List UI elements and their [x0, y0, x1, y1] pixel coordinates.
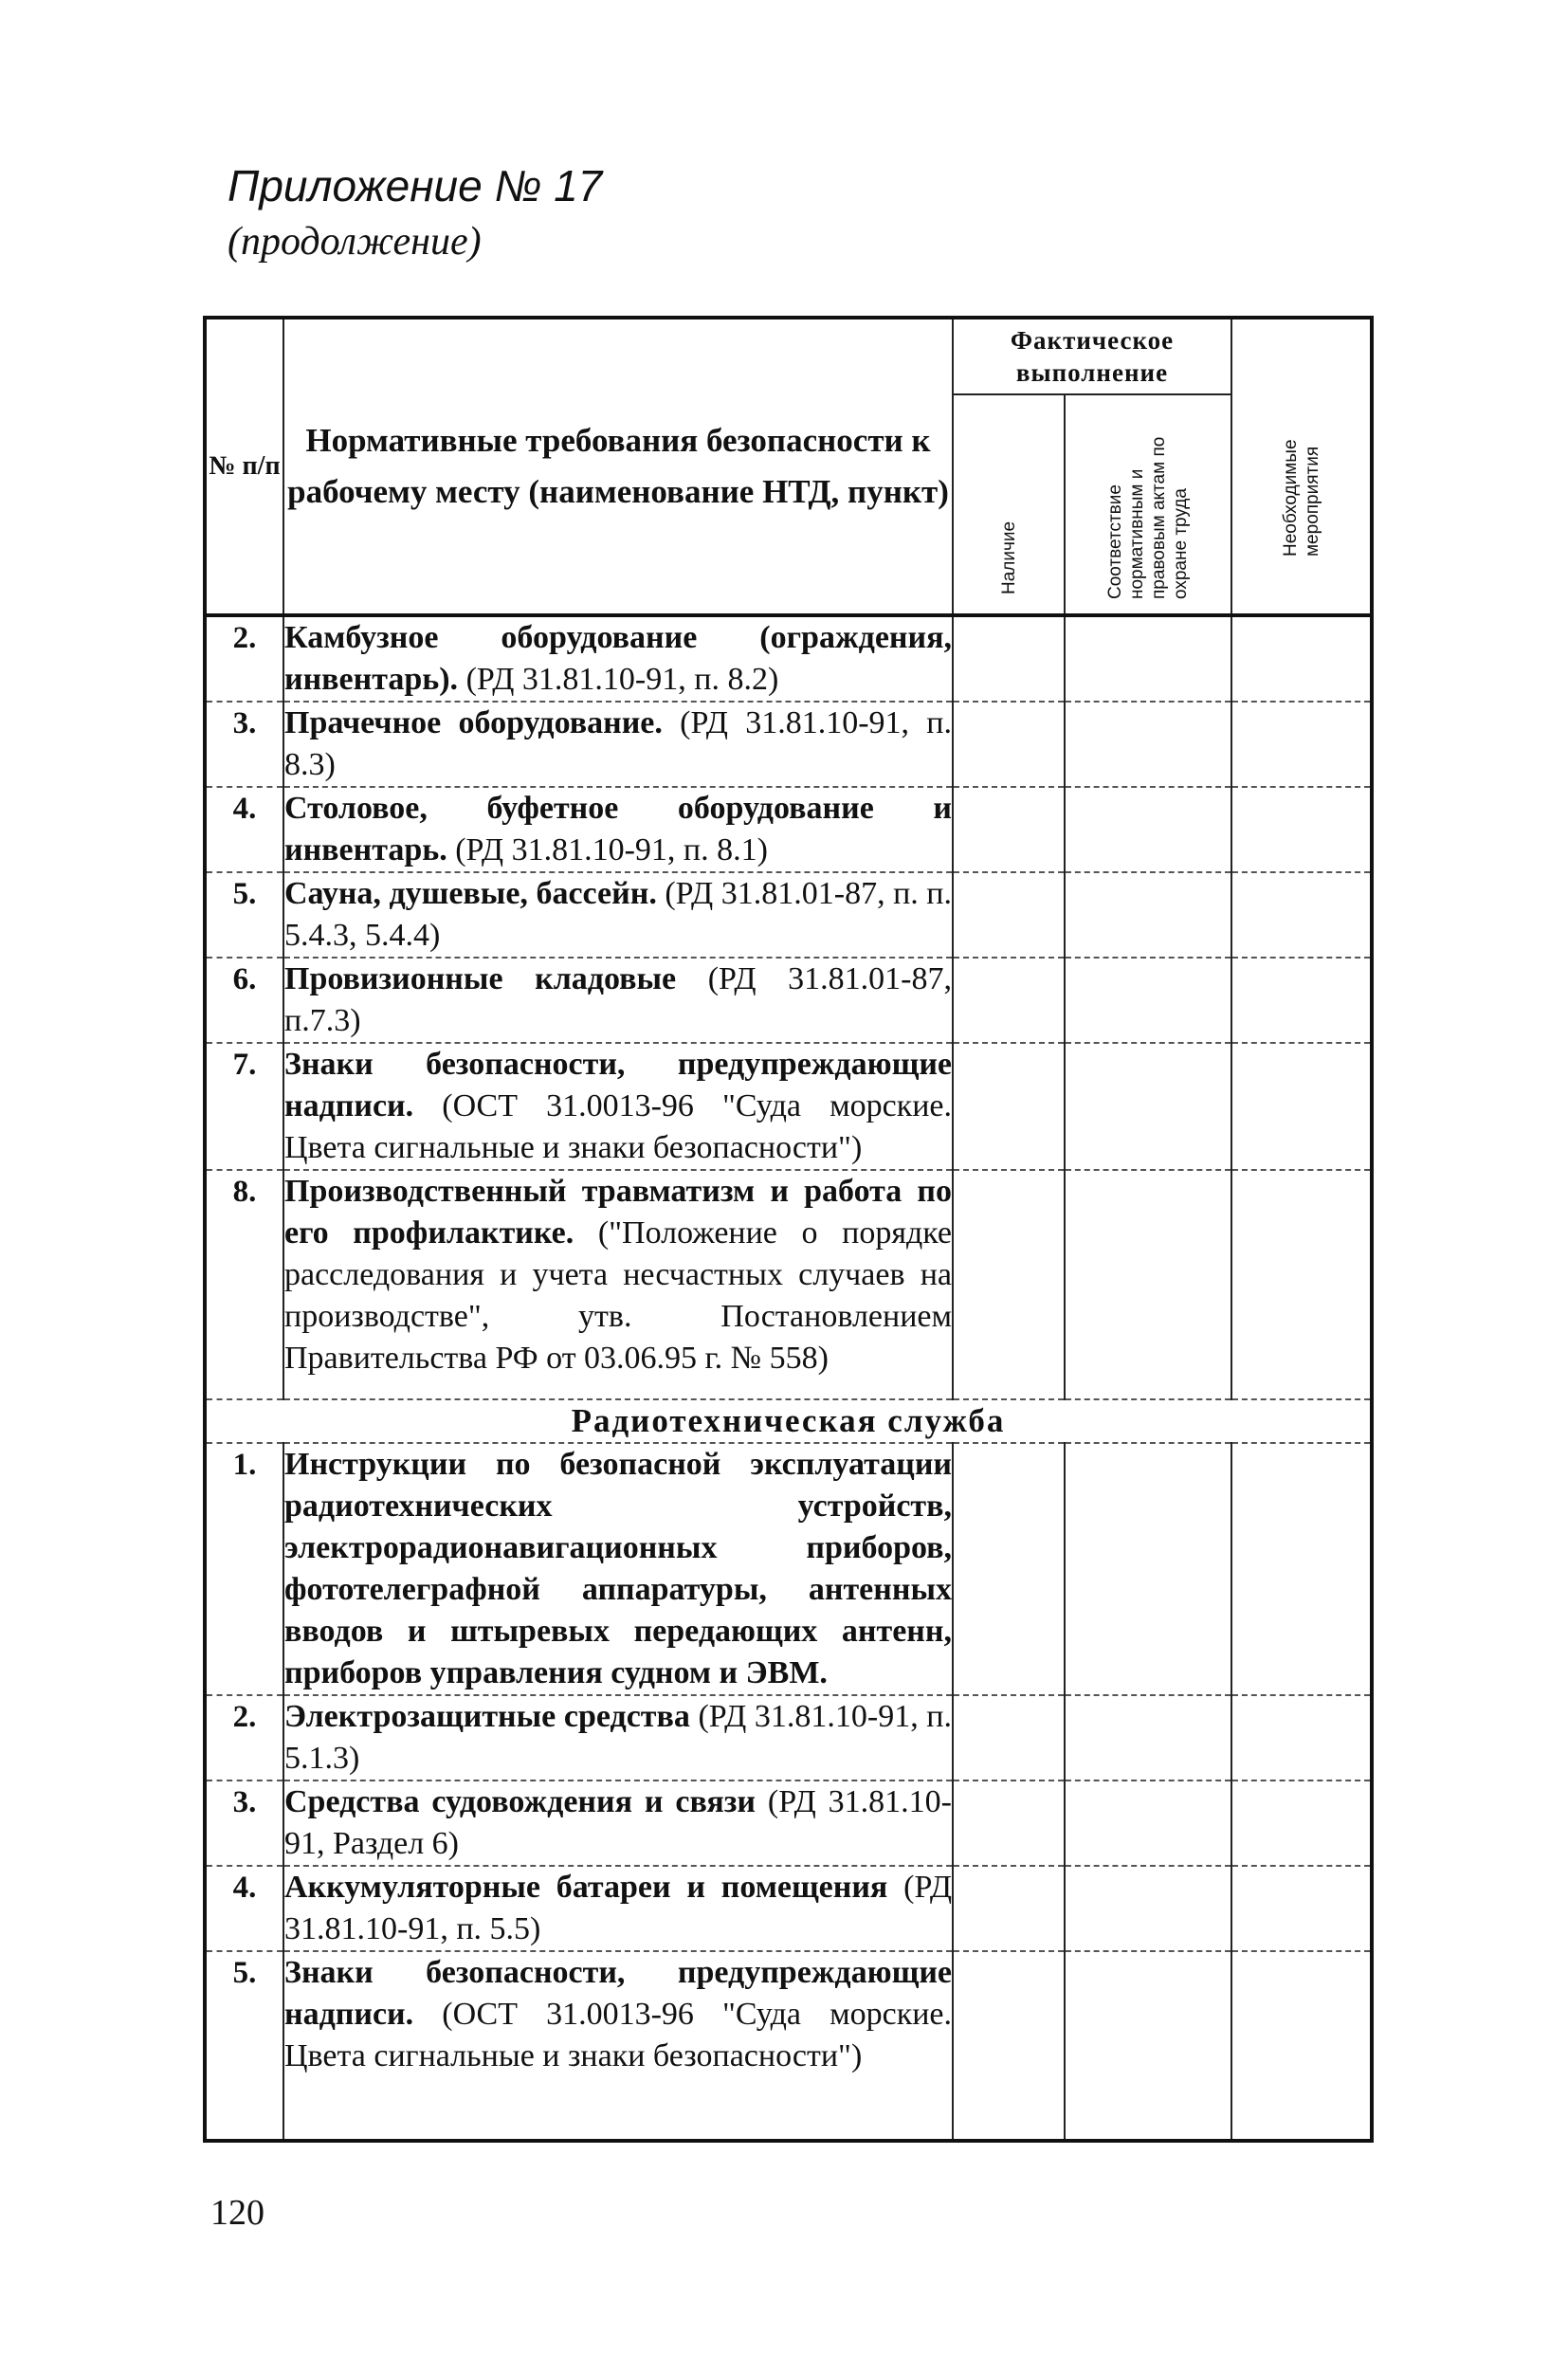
presence-cell[interactable]: [953, 1043, 1065, 1170]
requirement-title: Камбузное оборудование (ограждения, инвентарь).: [284, 620, 952, 697]
table-row: [205, 787, 1372, 872]
measures-cell[interactable]: [1231, 1043, 1372, 1170]
requirement-cell: [283, 1443, 953, 1695]
requirement-title: Столовое, буфетное оборудование и инвентарь.: [284, 791, 952, 867]
compliance-cell[interactable]: [1065, 1780, 1231, 1866]
presence-cell[interactable]: [953, 1170, 1065, 1399]
column-header-presence-cell: [953, 394, 1065, 615]
requirement-title: Электрозащитные средства: [284, 1699, 690, 1734]
compliance-cell[interactable]: [1065, 1695, 1231, 1780]
requirement-title: Производственный травматизм и работа по его профилактике.: [284, 1174, 952, 1251]
requirement-reference: (РД 31.81.10-91, п. 8.1): [455, 832, 768, 867]
row-number: 5.: [205, 1951, 283, 2141]
column-header-measures-cell: [1231, 318, 1372, 615]
requirement-cell: [283, 1695, 953, 1780]
requirement-title: Прачечное оборудование.: [284, 705, 663, 740]
measures-cell[interactable]: [1231, 1780, 1372, 1866]
compliance-cell[interactable]: [1065, 1951, 1231, 2141]
requirement-reference: (ОСТ 31.0013-96 "Суда морские. Цвета сигнальные и знаки безопасности"): [284, 1997, 952, 2073]
measures-cell[interactable]: [1231, 1951, 1372, 2141]
presence-cell[interactable]: [953, 1951, 1065, 2141]
requirement-reference: (РД 31.81.10-91, п. 8.3): [284, 705, 953, 782]
column-header-measures: Необходимые мероприятия: [1280, 439, 1322, 557]
measures-cell[interactable]: [1231, 958, 1372, 1043]
row-number: 5.: [205, 872, 283, 958]
requirement-title: Провизионные кладовые: [284, 961, 677, 996]
presence-cell[interactable]: [953, 1780, 1065, 1866]
requirement-reference: (РД 31.81.01-87, п.7.3): [284, 961, 953, 1038]
table-row: [205, 615, 1372, 702]
table-body-part1: [205, 615, 1372, 1399]
row-number: 2.: [205, 1695, 283, 1780]
requirement-cell: [283, 615, 953, 702]
measures-cell[interactable]: [1231, 872, 1372, 958]
measures-cell[interactable]: [1231, 1443, 1372, 1695]
table-header-row: [205, 318, 1372, 394]
measures-cell[interactable]: [1231, 1170, 1372, 1399]
requirement-reference: (РД 31.81.01-87, п. п. 5.4.3, 5.4.4): [284, 876, 953, 953]
presence-cell[interactable]: [953, 872, 1065, 958]
presence-cell[interactable]: [953, 1866, 1065, 1951]
table-body-part2: [205, 1443, 1372, 2141]
table-row: [205, 1951, 1372, 2141]
requirement-reference: (ОСТ 31.0013-96 "Суда морские. Цвета сигнальные и знаки безопасности"): [284, 1088, 952, 1165]
column-header-fact: Фактическое выполнение: [953, 318, 1231, 394]
measures-cell[interactable]: [1231, 702, 1372, 787]
measures-cell[interactable]: [1231, 615, 1372, 702]
compliance-cell[interactable]: [1065, 1443, 1231, 1695]
requirement-cell: [283, 1780, 953, 1866]
requirement-title: Сауна, душевые, бассейн.: [284, 876, 657, 911]
compliance-cell[interactable]: [1065, 872, 1231, 958]
table-row: [205, 1443, 1372, 1695]
table-row: [205, 1695, 1372, 1780]
row-number: 6.: [205, 958, 283, 1043]
table-row: [205, 1866, 1372, 1951]
compliance-cell[interactable]: [1065, 1170, 1231, 1399]
presence-cell[interactable]: [953, 1695, 1065, 1780]
requirements-table: [203, 316, 1374, 2143]
table-row: [205, 1043, 1372, 1170]
page-number: 120: [210, 2193, 264, 2233]
row-number: 3.: [205, 702, 283, 787]
column-header-presence: Наличие: [998, 520, 1019, 594]
presence-cell[interactable]: [953, 702, 1065, 787]
requirement-title: Знаки безопасности, предупреждающие надписи.: [284, 1955, 952, 2032]
requirement-reference: (РД 31.81.10-91, п. 5.1.3): [284, 1699, 953, 1776]
column-header-number: № п/п: [205, 318, 283, 615]
measures-cell[interactable]: [1231, 787, 1372, 872]
compliance-cell[interactable]: [1065, 787, 1231, 872]
requirement-reference: ("Положение о порядке расследования и учета несчастных случаев на производстве", утв. Постановлением Правительства РФ от 03.06.95 г. № 558): [284, 1215, 953, 1376]
presence-cell[interactable]: [953, 958, 1065, 1043]
section-row: [205, 1399, 1372, 1443]
compliance-cell[interactable]: [1065, 958, 1231, 1043]
measures-cell[interactable]: [1231, 1866, 1372, 1951]
requirement-reference: (РД 31.81.10-91, Раздел 6): [284, 1784, 952, 1861]
presence-cell[interactable]: [953, 787, 1065, 872]
presence-cell[interactable]: [953, 1443, 1065, 1695]
requirement-title: Аккумуляторные батареи и помещения: [284, 1870, 888, 1905]
row-number: 8.: [205, 1170, 283, 1399]
table-row: [205, 958, 1372, 1043]
table-row: [205, 1780, 1372, 1866]
compliance-cell[interactable]: [1065, 1866, 1231, 1951]
appendix-subtitle: (продолжение): [228, 220, 482, 264]
table-row: [205, 872, 1372, 958]
column-header-compliance-cell: [1065, 394, 1231, 615]
table-row: [205, 1170, 1372, 1399]
requirement-cell: [283, 1866, 953, 1951]
measures-cell[interactable]: [1231, 1695, 1372, 1780]
section-header: [205, 1399, 1372, 1443]
row-number: 4.: [205, 787, 283, 872]
row-number: 7.: [205, 1043, 283, 1170]
requirement-cell: [283, 872, 953, 958]
column-header-requirements: Нормативные требования безопасности к рабочему месту (наименование НТД, пункт): [283, 318, 953, 615]
table-row: [205, 702, 1372, 787]
requirement-cell: [283, 702, 953, 787]
appendix-title: Приложение № 17: [228, 161, 603, 210]
row-number: 4.: [205, 1866, 283, 1951]
requirement-title: Инструкции по безопасной эксплуатации радиотехнических устройств, электрорадионавигационных приборов, фототелеграфной аппаратуры, антенных вводов и штыревых передающих антенн, приборов управления судном и ЭВМ.: [284, 1447, 952, 1690]
presence-cell[interactable]: [953, 615, 1065, 702]
requirement-title: Средства судовождения и связи: [284, 1784, 757, 1819]
requirement-reference: (РД 31.81.10-91, п. 8.2): [465, 662, 779, 697]
section-title: Радиотехническая служба: [205, 1399, 1372, 1443]
row-number: 2.: [205, 615, 283, 702]
column-header-compliance: Соответствие нормативным и правовым актам по охране труда: [1105, 436, 1191, 599]
row-number: 3.: [205, 1780, 283, 1866]
requirement-cell: [283, 787, 953, 872]
requirement-reference: (РД 31.81.10-91, п. 5.5): [284, 1870, 953, 1946]
requirement-cell: [283, 1170, 953, 1399]
compliance-cell[interactable]: [1065, 1043, 1231, 1170]
requirement-cell: [283, 1043, 953, 1170]
requirement-cell: [283, 958, 953, 1043]
compliance-cell[interactable]: [1065, 615, 1231, 702]
requirement-cell: [283, 1951, 953, 2141]
row-number: 1.: [205, 1443, 283, 1695]
requirement-title: Знаки безопасности, предупреждающие надписи.: [284, 1047, 952, 1123]
compliance-cell[interactable]: [1065, 702, 1231, 787]
